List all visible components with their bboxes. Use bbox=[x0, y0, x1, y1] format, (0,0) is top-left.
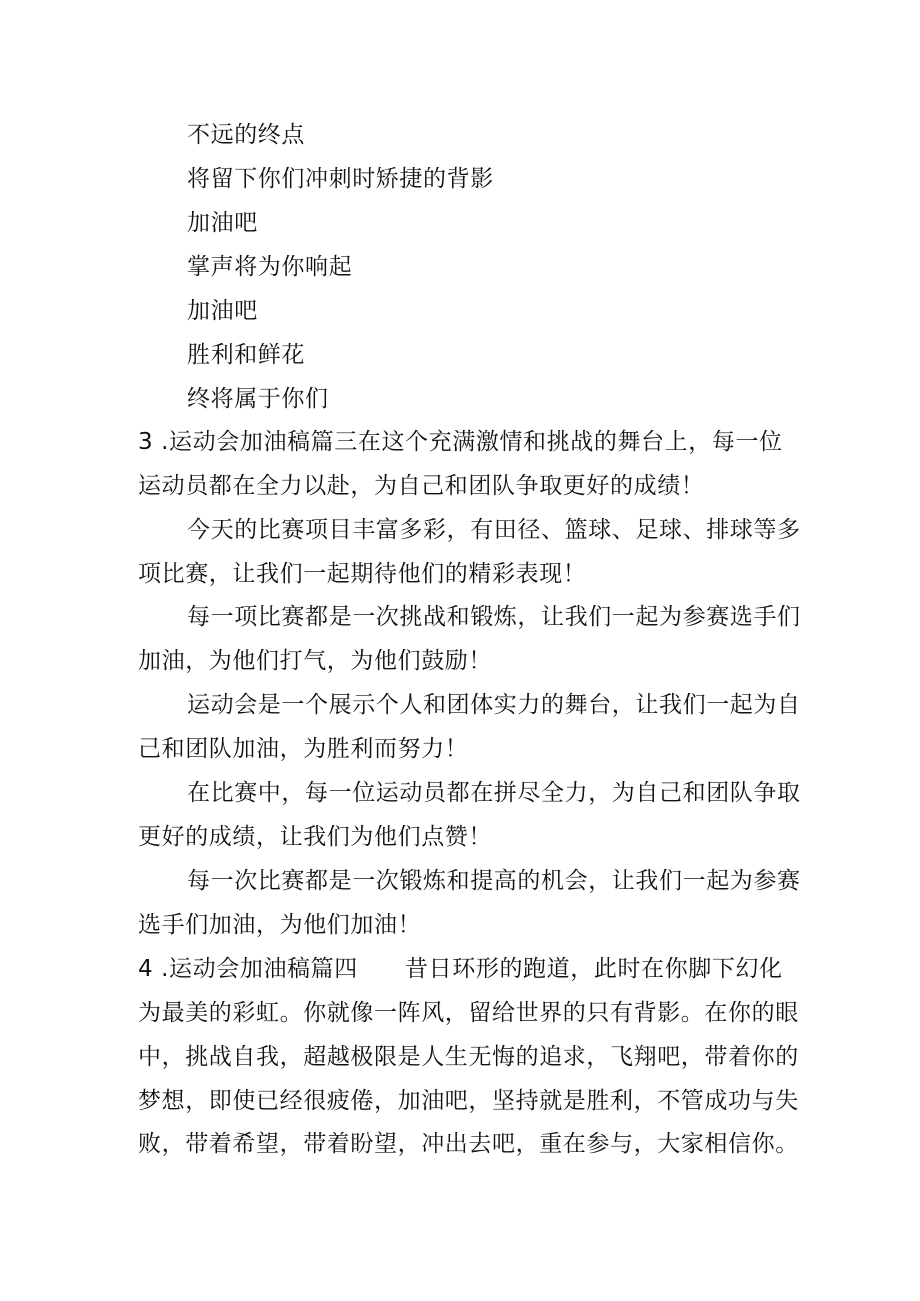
paragraph-line: 每一次比赛都是一次锻炼和提高的机会，让我们一起为参赛 bbox=[187, 868, 801, 894]
poem-line: 掌声将为你响起 bbox=[187, 254, 353, 280]
paragraph-line: 今天的比赛项目丰富多彩，有田径、篮球、足球、排球等多 bbox=[187, 517, 801, 543]
paragraph-line: 在比赛中，每一位运动员都在拼尽全力，为自己和团队争取 bbox=[187, 780, 801, 806]
poem-line: 不远的终点 bbox=[187, 122, 305, 148]
paragraph-line: 选手们加油，为他们加油！ bbox=[138, 912, 422, 938]
section4-line: 中，挑战自我，超越极限是人生无悔的追求，飞翔吧，带着你的 bbox=[138, 1044, 799, 1070]
paragraph-line: 运动会是一个展示个人和团体实力的舞台，让我们一起为自 bbox=[187, 692, 801, 718]
section4-line: 为最美的彩虹。你就像一阵风，留给世界的只有背影。在你的眼 bbox=[138, 1000, 799, 1026]
poem-line: 胜利和鲜花 bbox=[187, 342, 305, 368]
section4-line: 梦想，即使已经很疲倦，加油吧，坚持就是胜利，不管成功与失 bbox=[138, 1088, 799, 1114]
poem-line: 终将属于你们 bbox=[187, 386, 329, 412]
section4-line: 4 .运动会加油稿篇四 昔日环形的跑道，此时在你脚下幻化 bbox=[138, 956, 783, 982]
paragraph-line: 己和团队加油，为胜利而努力！ bbox=[138, 736, 469, 762]
paragraph-line: 每一项比赛都是一次挑战和锻炼，让我们一起为参赛选手们 bbox=[187, 604, 801, 630]
poem-line: 加油吧 bbox=[187, 298, 258, 324]
section3-heading-line: 运动员都在全力以赴，为自己和团队争取更好的成绩！ bbox=[138, 473, 705, 499]
paragraph-line: 加油，为他们打气，为他们鼓励！ bbox=[138, 648, 492, 674]
poem-line: 加油吧 bbox=[187, 210, 258, 236]
section3-heading-line: 3 .运动会加油稿篇三在这个充满激情和挑战的舞台上，每一位 bbox=[138, 429, 783, 455]
section4-line: 败，带着希望，带着盼望，冲出去吧，重在参与，大家相信你。 bbox=[138, 1131, 799, 1157]
paragraph-line: 更好的成绩，让我们为他们点赞！ bbox=[138, 824, 492, 850]
poem-line: 将留下你们冲刺时矫捷的背影 bbox=[187, 166, 494, 192]
paragraph-line: 项比赛，让我们一起期待他们的精彩表现！ bbox=[138, 561, 587, 587]
